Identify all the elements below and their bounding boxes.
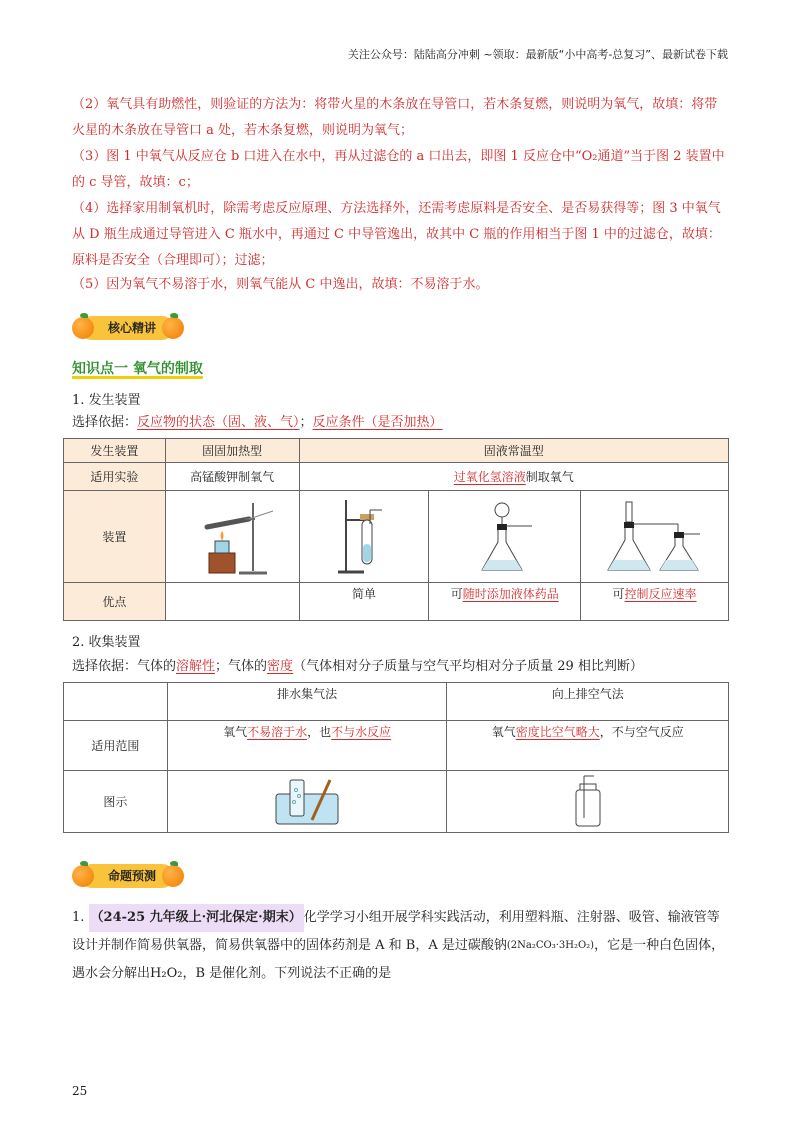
basis-mid: ；气体的: [215, 659, 268, 674]
question-text: 化学学习小组开展学科实践活动，利用塑料瓶、注射器、吸管、输液管等设计并制作简易供氧器，简易供氧器中的固体药剂是 A 和 B，A 是过碳酸钠: [72, 910, 720, 953]
basis-density: 密度: [267, 659, 294, 674]
device-heating: [165, 491, 299, 583]
scope-prefix: 氧气: [223, 725, 248, 739]
section-banner-core: [72, 316, 184, 340]
row-header-figure: 图示: [64, 771, 168, 833]
orange-icon: [72, 317, 94, 339]
knowledge-point-title: 知识点一 氧气的制取: [72, 361, 203, 377]
question-number: 1.: [72, 910, 85, 925]
question-source-tag: （24-25 九年级上·河北保定·期末）: [89, 904, 304, 932]
row-header-advantage: 优点: [64, 583, 166, 621]
banner-label: 命题预测: [80, 864, 174, 888]
basis-state: 反应物的状态（固、液、气）: [137, 415, 300, 430]
fig-water: [167, 771, 447, 833]
scope-no-reaction: 不与水反应: [331, 725, 392, 739]
answer-3: （3）图 1 中氧气从反应仓 b 口进入在水中，再从过滤仓的 a 口出去，即图 1 反应仓中“O₂通道”当于图 2 装置中的 c 导管，故填：c；: [72, 149, 725, 190]
basis-rest: （气体相对分子质量与空气平均相对分子质量 29 相比判断）: [293, 659, 643, 674]
scope-insoluble: 不易溶于水: [247, 725, 308, 739]
answer-2: （2）氧气具有助燃性，则验证的方法为：将带火星的木条放在导管口，若木条复燃，则说明为氧气，故填：将带火星的木条放在导管口 a 处，若木条复燃，则说明为氧气；: [72, 97, 718, 138]
section2-heading: 2. 收集装置: [72, 635, 141, 650]
scope-air: [447, 721, 729, 771]
device-funnel: [429, 491, 581, 583]
col-header-label: 发生装置: [64, 439, 166, 463]
row-header-experiment: 适用实验: [64, 463, 166, 491]
corner-empty: [64, 683, 168, 721]
basis-sep: ；: [299, 415, 313, 430]
section1-basis: [72, 410, 728, 436]
adv-control-rate: [581, 583, 729, 621]
adv-simple: 简单: [299, 583, 429, 621]
basis-prefix: 选择依据：: [72, 415, 138, 430]
col-header-liquid: 固液常温型: [299, 439, 728, 463]
formula-percarbonate: (2Na₂CO₃·3H₂O₂): [506, 940, 595, 951]
row-header-device: 装置: [64, 491, 166, 583]
adv-add-liquid: [429, 583, 581, 621]
collection-apparatus-table: [63, 682, 729, 833]
upward-air-displacement-icon: [568, 774, 608, 830]
banner-label: 核心精讲: [80, 316, 174, 340]
question-text: ，它是一种白色固体，遇水会分解出: [72, 938, 725, 981]
formula-h2o2: H₂O₂: [150, 966, 183, 981]
scope-prefix: 氧气: [491, 725, 516, 739]
two-flask-apparatus-icon: [600, 496, 710, 578]
scope-mid: ，也: [307, 725, 332, 739]
scope-rest: ，不与空气反应: [599, 725, 684, 739]
basis-solubility: 溶解性: [176, 659, 216, 674]
basis-prefix: 选择依据：气体的: [72, 659, 177, 674]
adv-prefix: 可: [612, 587, 625, 601]
answer-5: （5）因为氧气不易溶于水，则氧气能从 C 中逸出，故填：不易溶于水。: [72, 277, 489, 292]
col-header-solid: 固固加热型: [165, 439, 299, 463]
scope-density: 密度比空气略大: [515, 725, 600, 739]
adv-prefix: 可: [450, 587, 463, 601]
heating-apparatus-icon: [187, 497, 277, 577]
test-tube-apparatus-icon: [334, 496, 394, 578]
col-header-water: 排水集气法: [167, 683, 447, 721]
answer-4: （4）选择家用制氧机时，除需考虑反应原理、方法选择外，还需考虑原料是否安全、是否易获得等；图 3 中氧气从 D 瓶生成通过导管进入 C 瓶水中，再通过 C 中导管逸出，故其中 C 瓶的作用相当于图 1 中的过滤仓，故填：原料是否安全（合理即可）；过滤；: [72, 201, 721, 268]
basis-condition: 反应条件（是否加热）: [312, 415, 443, 430]
exp-liquid-rest: 制取氧气: [525, 470, 574, 484]
col-header-air: 向上排空气法: [447, 683, 729, 721]
page-number: 25: [72, 1084, 88, 1098]
device-syringe: [581, 491, 729, 583]
question-1: [72, 904, 728, 988]
question-text: ，B 是催化剂。下列说法不正确的是: [182, 966, 392, 981]
scope-water: [167, 721, 447, 771]
device-simple: [299, 491, 429, 583]
section1-heading: 1. 发生装置: [72, 393, 141, 408]
adv-add-liquid-text: 随时添加液体药品: [462, 587, 559, 601]
row-header-scope: 适用范围: [64, 721, 168, 771]
exp-liquid: [299, 463, 728, 491]
page-header: 关注公众号：陆陆高分冲刺 ~领取：最新版“小中高考-总复习”、最新试卷下载: [347, 48, 728, 61]
orange-icon: [162, 317, 184, 339]
orange-icon: [162, 865, 184, 887]
exp-solid: 高锰酸钾制氧气: [165, 463, 299, 491]
generation-apparatus-table: [63, 438, 729, 621]
adv-solid: [165, 583, 299, 621]
fig-air: [447, 771, 729, 833]
orange-icon: [72, 865, 94, 887]
adv-control-rate-text: 控制反应速率: [624, 587, 697, 601]
section2-basis: [72, 654, 742, 680]
water-displacement-icon: [272, 776, 342, 828]
section-banner-predict: [72, 864, 184, 888]
h2o2-solution: 过氧化氢溶液: [453, 470, 526, 484]
flask-funnel-icon: [470, 496, 540, 578]
